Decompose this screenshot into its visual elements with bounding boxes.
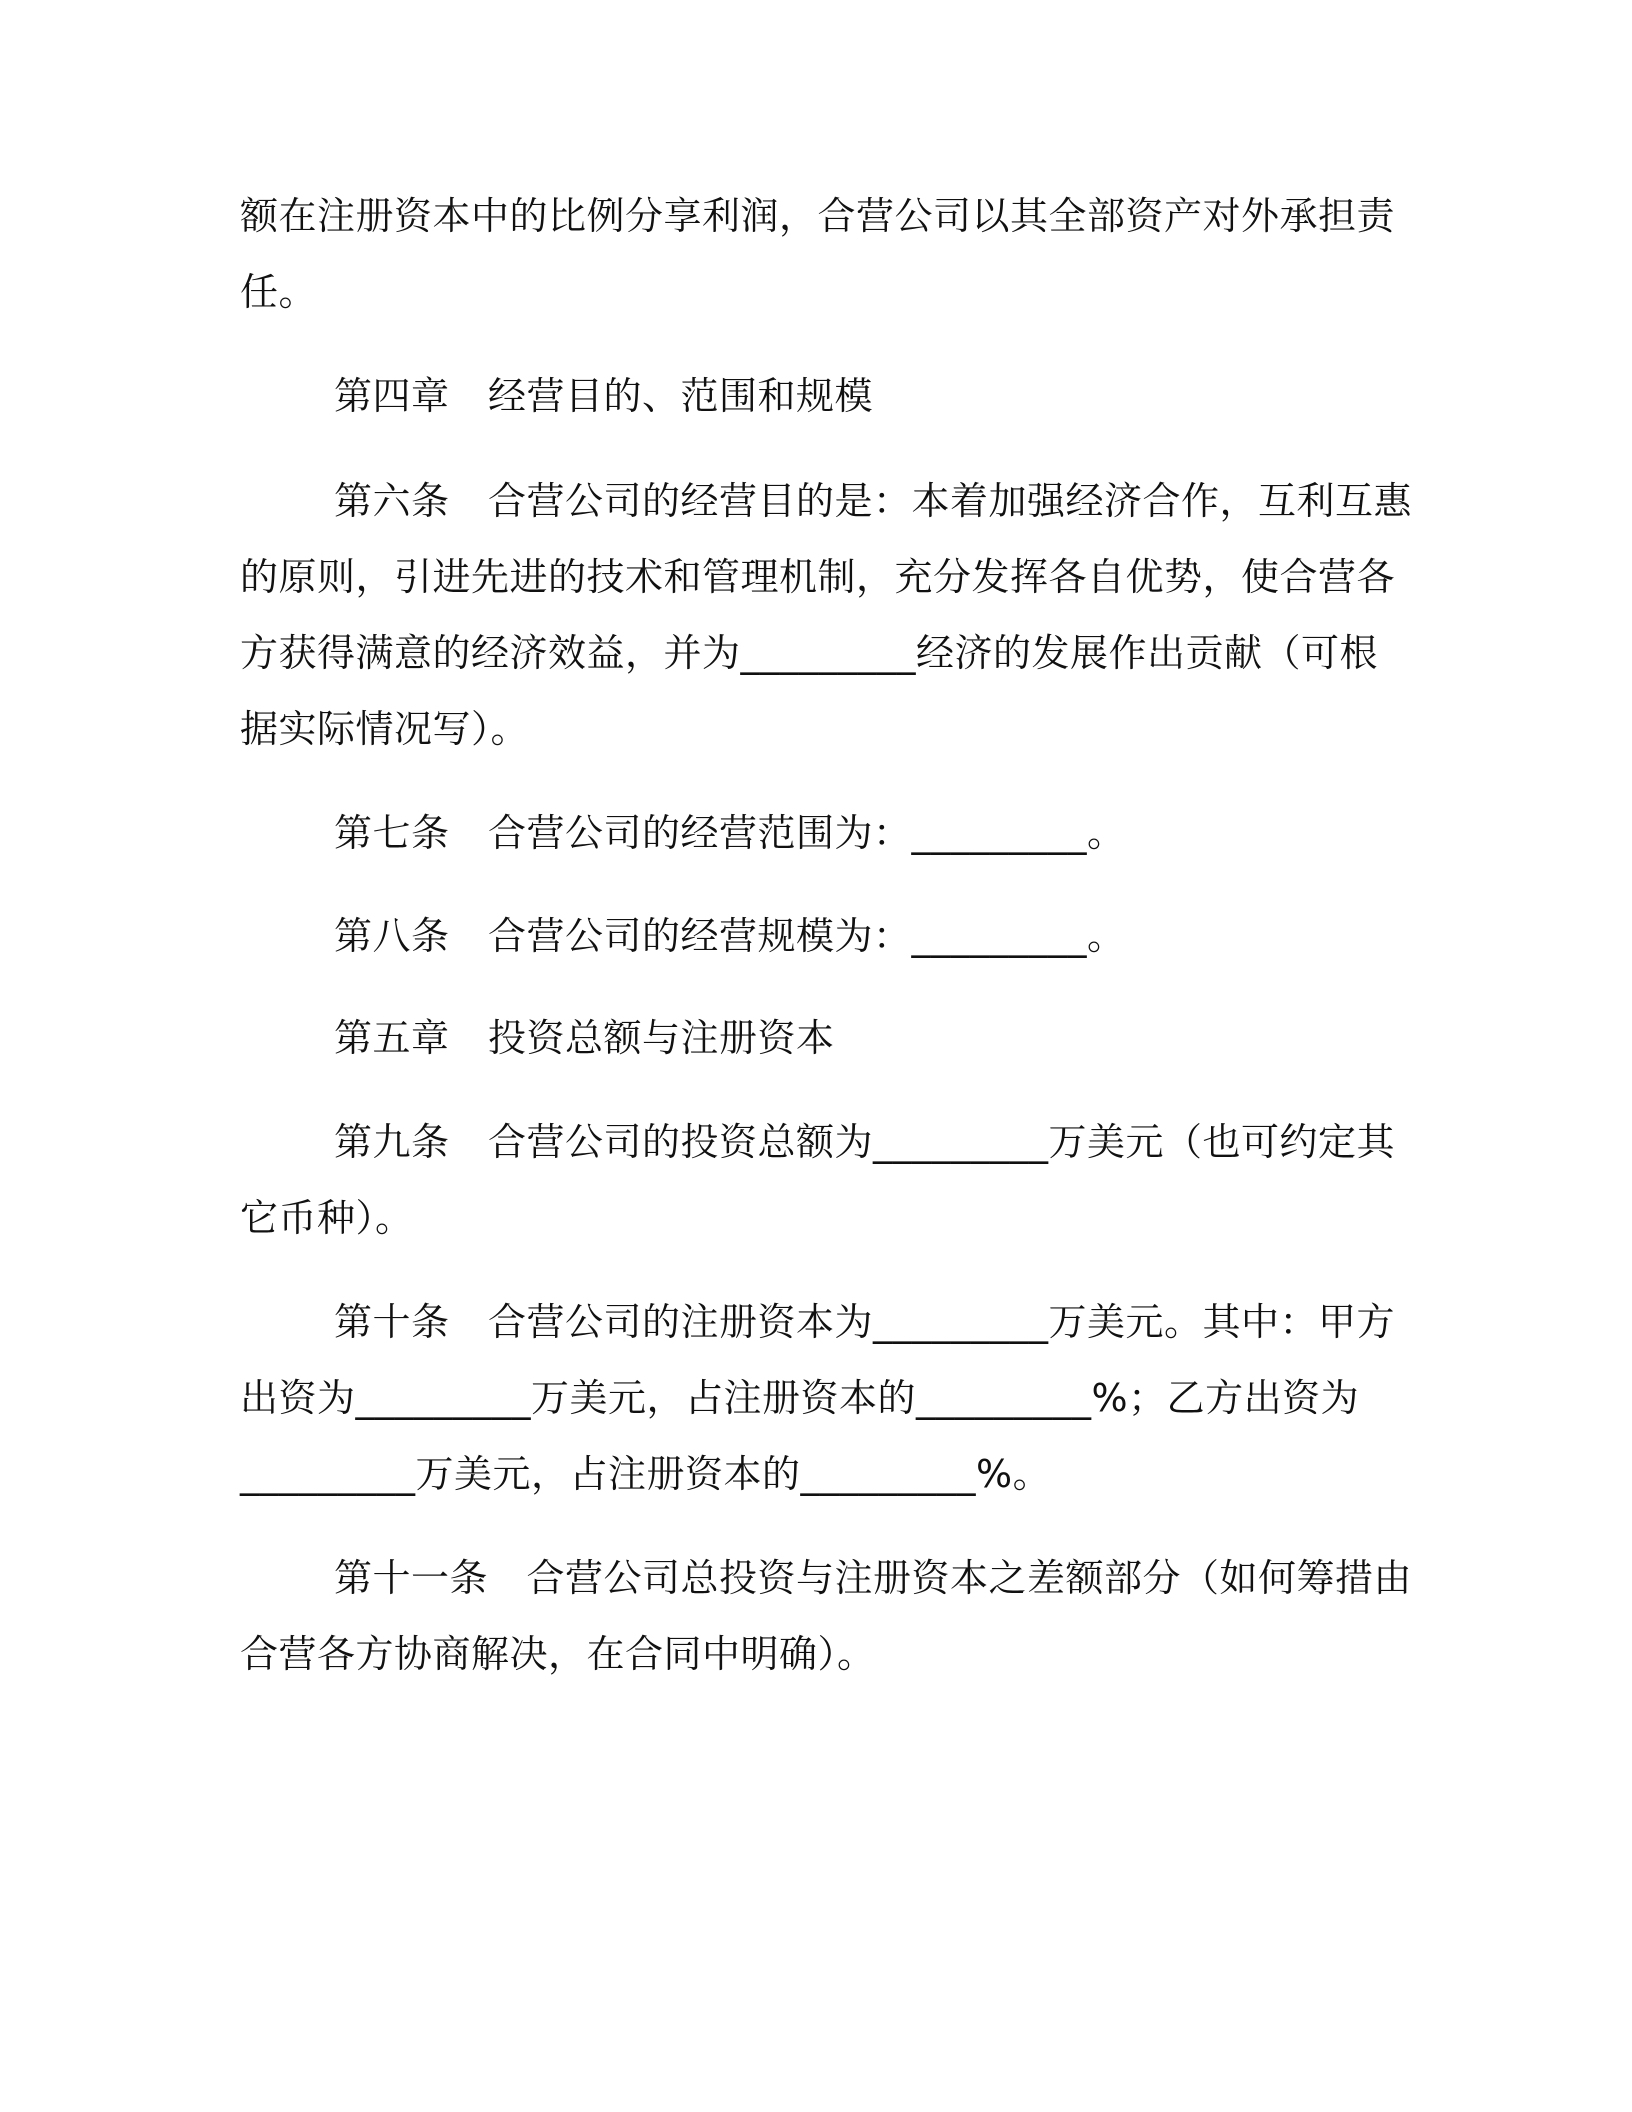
paragraph-line: 任。 [240,270,318,314]
article-line: 出资为_________万美元，占注册资本的_________%；乙方出资为 [240,1376,1360,1420]
chapter-heading: 第五章 投资总额与注册资本 [334,1016,835,1060]
article-line: 第十一条 合营公司总投资与注册资本之差额部分（如何筹措由 [334,1556,1413,1600]
article-line: 第八条 合营公司的经营规模为：_________。 [334,914,1126,958]
article-line: 第六条 合营公司的经营目的是：本着加强经济合作，互利互惠 [334,479,1413,523]
article-line: 合营各方协商解决，在合同中明确）。 [240,1632,876,1676]
article-line: 据实际情况写）。 [240,707,530,751]
article-line: 方获得满意的经济效益，并为_________经济的发展作出贡献（可根 [240,631,1379,675]
article-line: 它币种）。 [240,1196,414,1240]
article-line: 第十条 合营公司的注册资本为_________万美元。其中：甲方 [334,1300,1396,1344]
article-line: _________万美元，占注册资本的_________%。 [240,1452,1052,1496]
article-line: 的原则，引进先进的技术和管理机制，充分发挥各自优势，使合营各 [240,555,1396,599]
article-line: 第七条 合营公司的经营范围为：_________。 [334,811,1126,855]
article-line: 第九条 合营公司的投资总额为_________万美元（也可约定其 [334,1120,1396,1164]
chapter-heading: 第四章 经营目的、范围和规模 [334,374,874,418]
paragraph-line: 额在注册资本中的比例分享利润，合营公司以其全部资产对外承担责 [240,194,1396,238]
